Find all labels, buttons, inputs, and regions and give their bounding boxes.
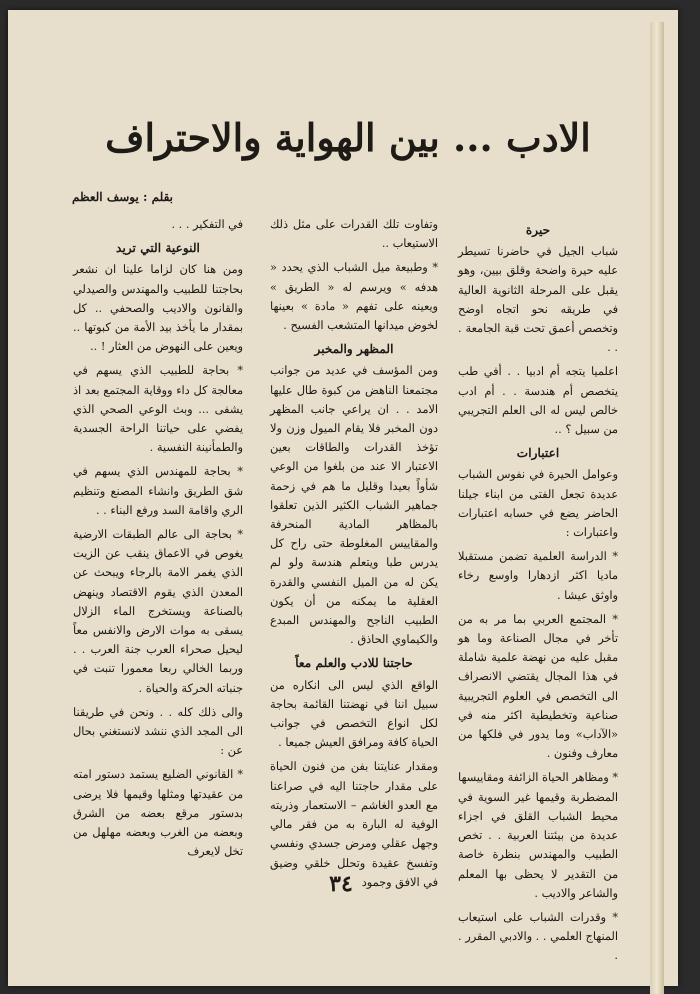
paragraph: * المجتمع العربي بما مر به من تأخر في مجال الصناعة وما هو مقبل عليه من نهضة علمية شاملة في هذا المجال يقتضي الانصراف الى التخصص في العلوم التجريبية صناعية وتخطيطية اكثر منه في «الآداب» وما يدور في فلكها من معارف وفنون . <box>458 612 618 761</box>
column-right <box>458 218 618 971</box>
paragraph: * وقدرات الشباب على استيعاب المنهاج العلمي . . والادبي المقرر . . <box>458 910 618 963</box>
paragraph: * وطبيعة ميل الشباب الذي يحدد « هدفه » ويرسم له « الطريق » ويعينه على تفهم « مادة » بعينها لخوض ميدانها المتشعب الفسيح . <box>270 261 438 333</box>
author-byline: بقلم : يوسف العظم <box>72 190 173 204</box>
section-heading: النوعية التي تريد <box>116 241 200 256</box>
article-title: الادب ... بين الهواية والاحتراف <box>105 115 591 160</box>
section-heading: حاجتنا للادب والعلم معاً <box>295 656 413 671</box>
paragraph: * بحاجة للمهندس الذي يسهم في شق الطريق وانشاء المصنع وتنظيم الري واقامة السد ورفع البناء . . <box>73 465 243 517</box>
paragraph: في التفكير . . . <box>171 218 243 231</box>
paragraph: * القانوني الضليع يستمد دستور امته من عقيدتها ومثلها وقيمها فلا يرضى بدستور مرقع بعضه من الشرق وبعضه من الغرب وبعضه مهلهل من تخل لايعرف <box>73 768 243 859</box>
section-heading: اعتبارات <box>516 446 560 461</box>
paragraph: والى ذلك كله . . ونحن في طريقنا الى المجد الذي ننشد لانستغني بحال عن : <box>73 705 243 758</box>
paragraph: * الدراسة العلمية تضمن مستقبلا ماديا اكثر ازدهارا واوسع رخاء واوثق عيشا . <box>458 550 618 602</box>
paragraph: * بحاجة الى عالم الطبقات الارضية يغوص في الاعماق ينقب عن الزيت الذي يغمر الامة بالرجاء ويبحث عن المعدن الذي يقوم الاقتصاد وينهض بالصناعة ويستخرج الماء الزلال يسقى به موات الارض والانفس معاً ليحيل صحراء العرب جنة العرب . . وربما الخالي ربعا معمورا تنبت في جنباته الحركة والحياة . <box>73 528 243 695</box>
section-heading: حيرة <box>525 223 551 237</box>
paragraph: اعلميا يتجه أم ادبيا . . أفي طب يتخصص أم هندسة . . أم ادب خالص ليس له الى العلم التجريبي من سبيل ؟ .. <box>458 365 618 437</box>
column-middle <box>270 215 438 897</box>
paragraph: وتفاوت تلك القدرات على مثل ذلك الاستيعاب .. <box>270 218 438 251</box>
paragraph: * بحاجة للطبيب الذي يسهم في معالجة كل داء ووقاية المجتمع بعد اذ يشفى ... وبث الوعي الصحي الذي يفضي على حياتنا الراحة الجسدية والطمأنينة النفسية . <box>73 364 243 455</box>
paragraph: ومن هنا كان لزاما علينا ان نشعر بحاجتنا للطبيب والمهندس والصيدلي والقانون والاديب والصحفي .. كل بمقدار ما يأخذ بيد الأمة من كبوتها .. ويعين على النهوض من العثار ! .. <box>73 263 243 354</box>
paragraph: ومقدار عنايتنا بفن من فنون الحياة على مقدار حاجتنا اليه في صراعنا مع العدو الغاشم – الاستعمار وذريته الوفية له البارة به من فقر مالي وجهل عقلي ومرض جسدي ونفسي وتفسخ عقيدة وتحلل خلقي وضيق في الافق وجمود <box>270 760 438 889</box>
page-number: ٣٤ <box>329 871 353 897</box>
book-page <box>8 10 678 986</box>
paragraph: وعوامل الحيرة في نفوس الشباب عديدة تجعل الفتى من ابناء جيلنا الحاضر يضع في حسابه اعتبارات واعتبارات : <box>458 468 618 540</box>
paragraph: ومن المؤسف في عديد من جوانب مجتمعنا الناهض من كبوة طال عليها الامد . . ان يراعي جانب المظهر دون المخبر فلا يقام الميول وزن ولا تؤخذ القدرات والطاقات بعين الاعتبار الا عند من بلغوا من الوعي شأواً بعيدا وقليل ما هم في زحمة جماهير الشباب الكثير الذين تعلقوا بالمظاهر المادية المنحرفة والمقاييس المغلوطة حتى راح كل يدرس طبا ويتعلم هندسة ولو لم يكن له من الميل النفسي والقدرة العقلية ما يمكنه من أن يكون الطبيب الناجح والمهندس المبدع والكيماوي الحاذق . <box>270 364 438 647</box>
paragraph: * ومظاهر الحياة الزائفة ومقاييسها المضطربة وقيمها غير السوية في محيط الشباب القلق في اجزاء عديدة من بيئتنا العربية . . تخص الطبيب والمهندس بنظرة خاصة من التقدير لا يحظى بها المعلم والشاعر والاديب . <box>458 771 618 900</box>
column-left <box>73 215 243 867</box>
section-heading: المظهر والمخبر <box>314 342 394 357</box>
paragraph: الواقع الذي ليس الى انكاره من سبيل اننا في نهضتنا القائمة بحاجة لكل انواع التخصص في جوانب الحياة كافة ومرافق العيش جميعا . <box>270 678 438 750</box>
page-edge <box>650 22 664 994</box>
paragraph: شباب الجيل في حاضرنا تسيطر عليه حيرة واضحة وقلق بيين، وهو يقبل على المرحلة الثانوية العالية في طريقه نحو اتجاه اوضح وتخصص أعمق تحت قبة الجامعة . . . <box>458 245 618 355</box>
